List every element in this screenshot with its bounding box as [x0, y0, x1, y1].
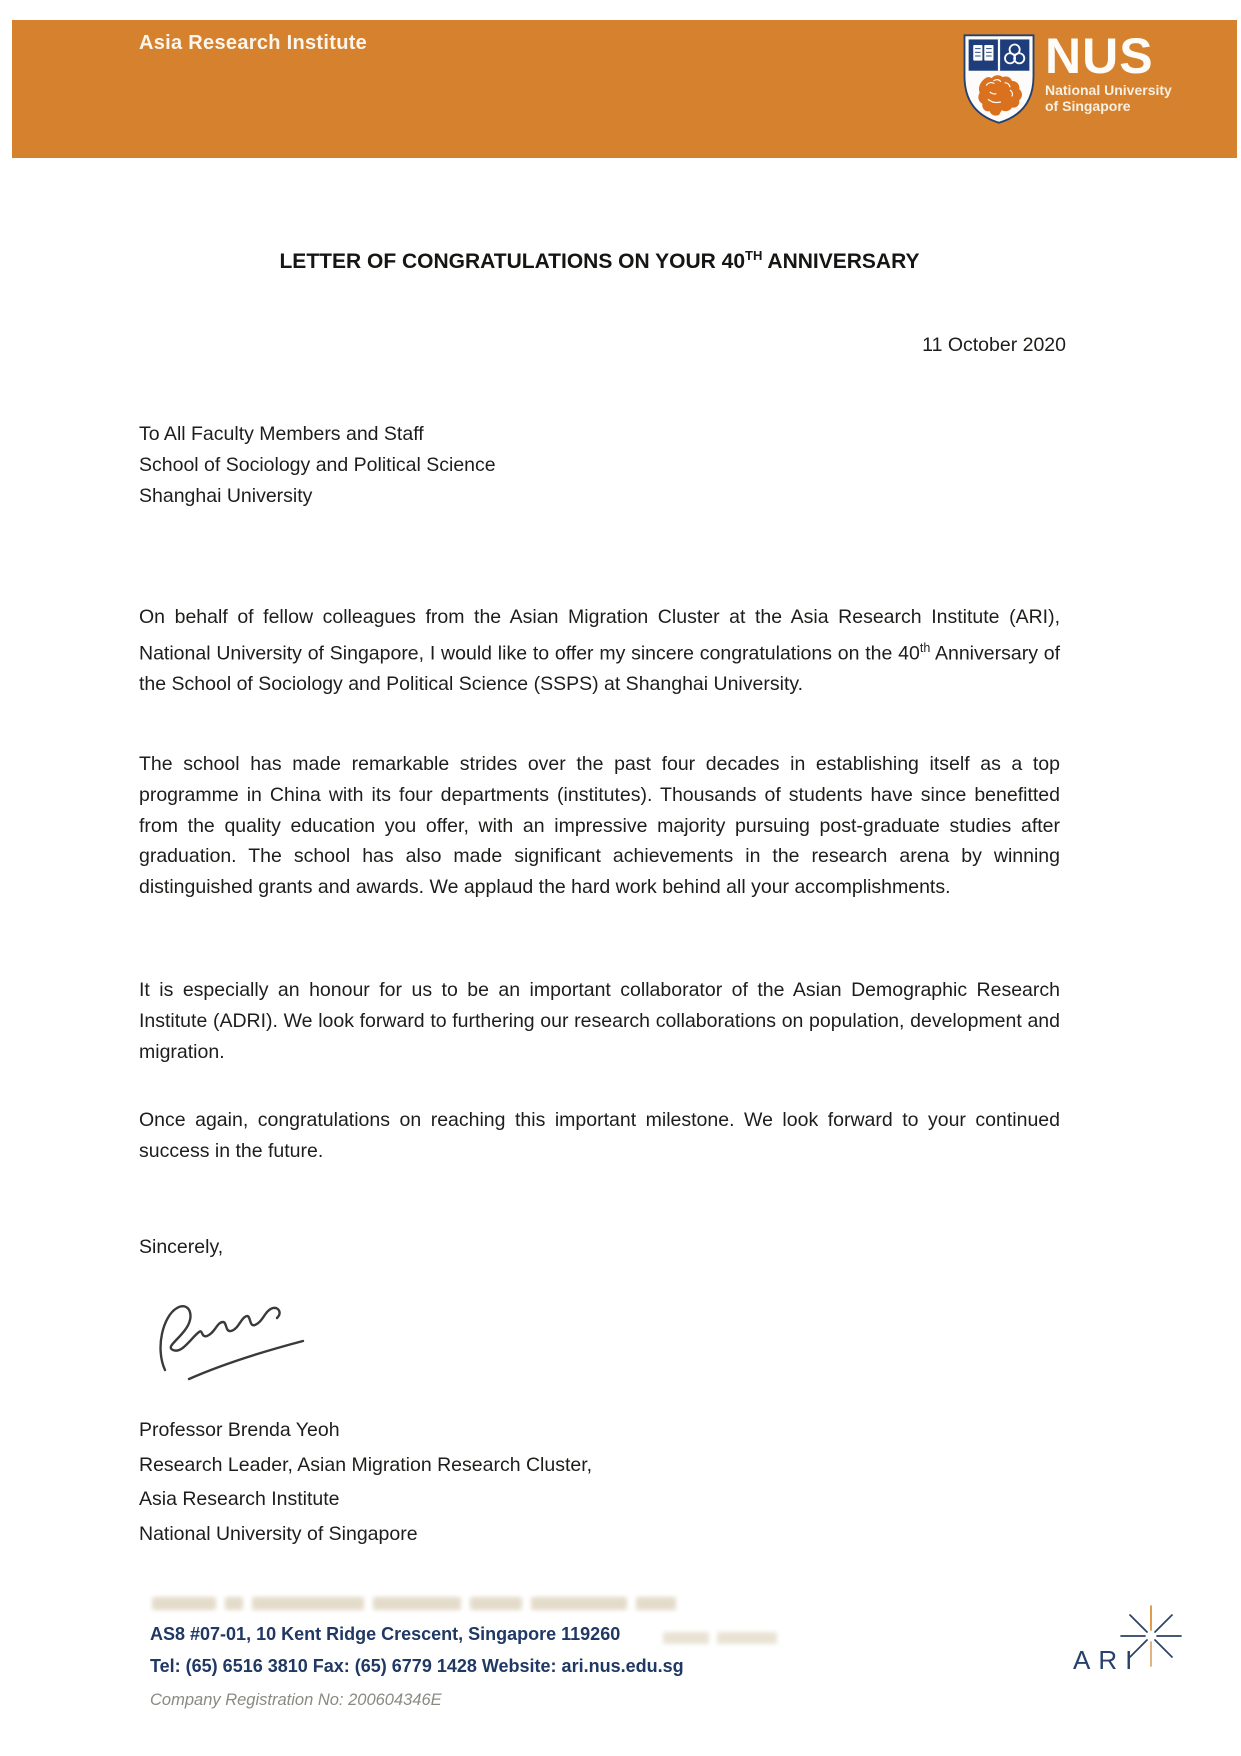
- signer-org-line2: National University of Singapore: [139, 1522, 418, 1545]
- paragraph-1: [139, 602, 1060, 700]
- recipient-line: Shanghai University: [139, 485, 313, 507]
- ari-wordmark-text: ARI: [1073, 1645, 1141, 1675]
- footer-registration: Company Registration No: 200604346E: [150, 1691, 442, 1709]
- signer-name: Professor Brenda Yeoh: [139, 1419, 340, 1441]
- letter-title-ordinal: TH: [745, 248, 763, 263]
- footer-address: AS8 #07-01, 10 Kent Ridge Crescent, Singapore 119260: [150, 1624, 621, 1644]
- paragraph-1-ordinal: th: [919, 640, 931, 655]
- recipient-line: School of Sociology and Political Science: [139, 454, 496, 476]
- letter-title-text: LETTER OF CONGRATULATIONS ON YOUR 40: [279, 250, 746, 273]
- handwritten-signature: [143, 1286, 353, 1396]
- ari-logo: [1066, 1596, 1196, 1688]
- nus-acronym: NUS: [1045, 28, 1154, 84]
- nus-subline-2: of Singapore: [1045, 98, 1131, 115]
- footer-contact: Tel: (65) 6516 3810 Fax: (65) 6779 1428 Website: ari.nus.edu.sg: [150, 1656, 684, 1676]
- paragraph-1-suffix: Anniversary of the School of Sociology and Political Science (SSPS) at Shanghai University.: [139, 642, 1060, 696]
- header-banner: [12, 20, 1237, 158]
- nus-logo: [960, 28, 1172, 125]
- signer-org-line1: Asia Research Institute: [139, 1488, 340, 1510]
- nus-crest-icon: [960, 33, 1038, 125]
- faded-print-artifact-2: [663, 1631, 785, 1645]
- paragraph-4: Once again, congratulations on reaching this important milestone. We look forward to your continued success in the future.: [139, 1109, 1060, 1162]
- institute-name: Asia Research Institute: [139, 32, 368, 54]
- signature-block: [139, 1413, 592, 1551]
- signer-role: Research Leader, Asian Migration Research Cluster,: [139, 1453, 593, 1476]
- recipient-block: [139, 419, 496, 512]
- paragraph-1-text: On behalf of fellow colleagues from the Asian Migration Cluster at the Asia Research Institute (ARI), National University of Singapore, I would like to offer my sincere congratulations on the 40: [139, 606, 1060, 665]
- letter-title: [139, 248, 1060, 274]
- closing-salutation: Sincerely,: [139, 1236, 224, 1258]
- paragraph-2: The school has made remarkable strides over the past four decades in establishing itself as a top programme in China with its four departments (institutes). Thousands of students have since benefitted from the quality education you offer, with an impressive majority pursuing post-graduate studies after graduation. The school has also made significant achievements in the research arena by winning distinguished grants and awards. We applaud the hard work behind all your accomplishments.: [139, 753, 1060, 899]
- faded-print-artifact: [152, 1597, 685, 1613]
- letter-date: 11 October 2020: [922, 334, 1066, 356]
- paragraph-3: It is especially an honour for us to be an important collaborator of the Asian Demographic Research Institute (ADRI). We look forward to furthering our research collaborations on population, development and migration.: [139, 979, 1060, 1063]
- recipient-line: To All Faculty Members and Staff: [139, 423, 424, 445]
- nus-wordmark: [1045, 28, 1172, 115]
- letter-title-suffix: ANNIVERSARY: [762, 250, 920, 273]
- nus-subline-1: National University: [1045, 82, 1172, 98]
